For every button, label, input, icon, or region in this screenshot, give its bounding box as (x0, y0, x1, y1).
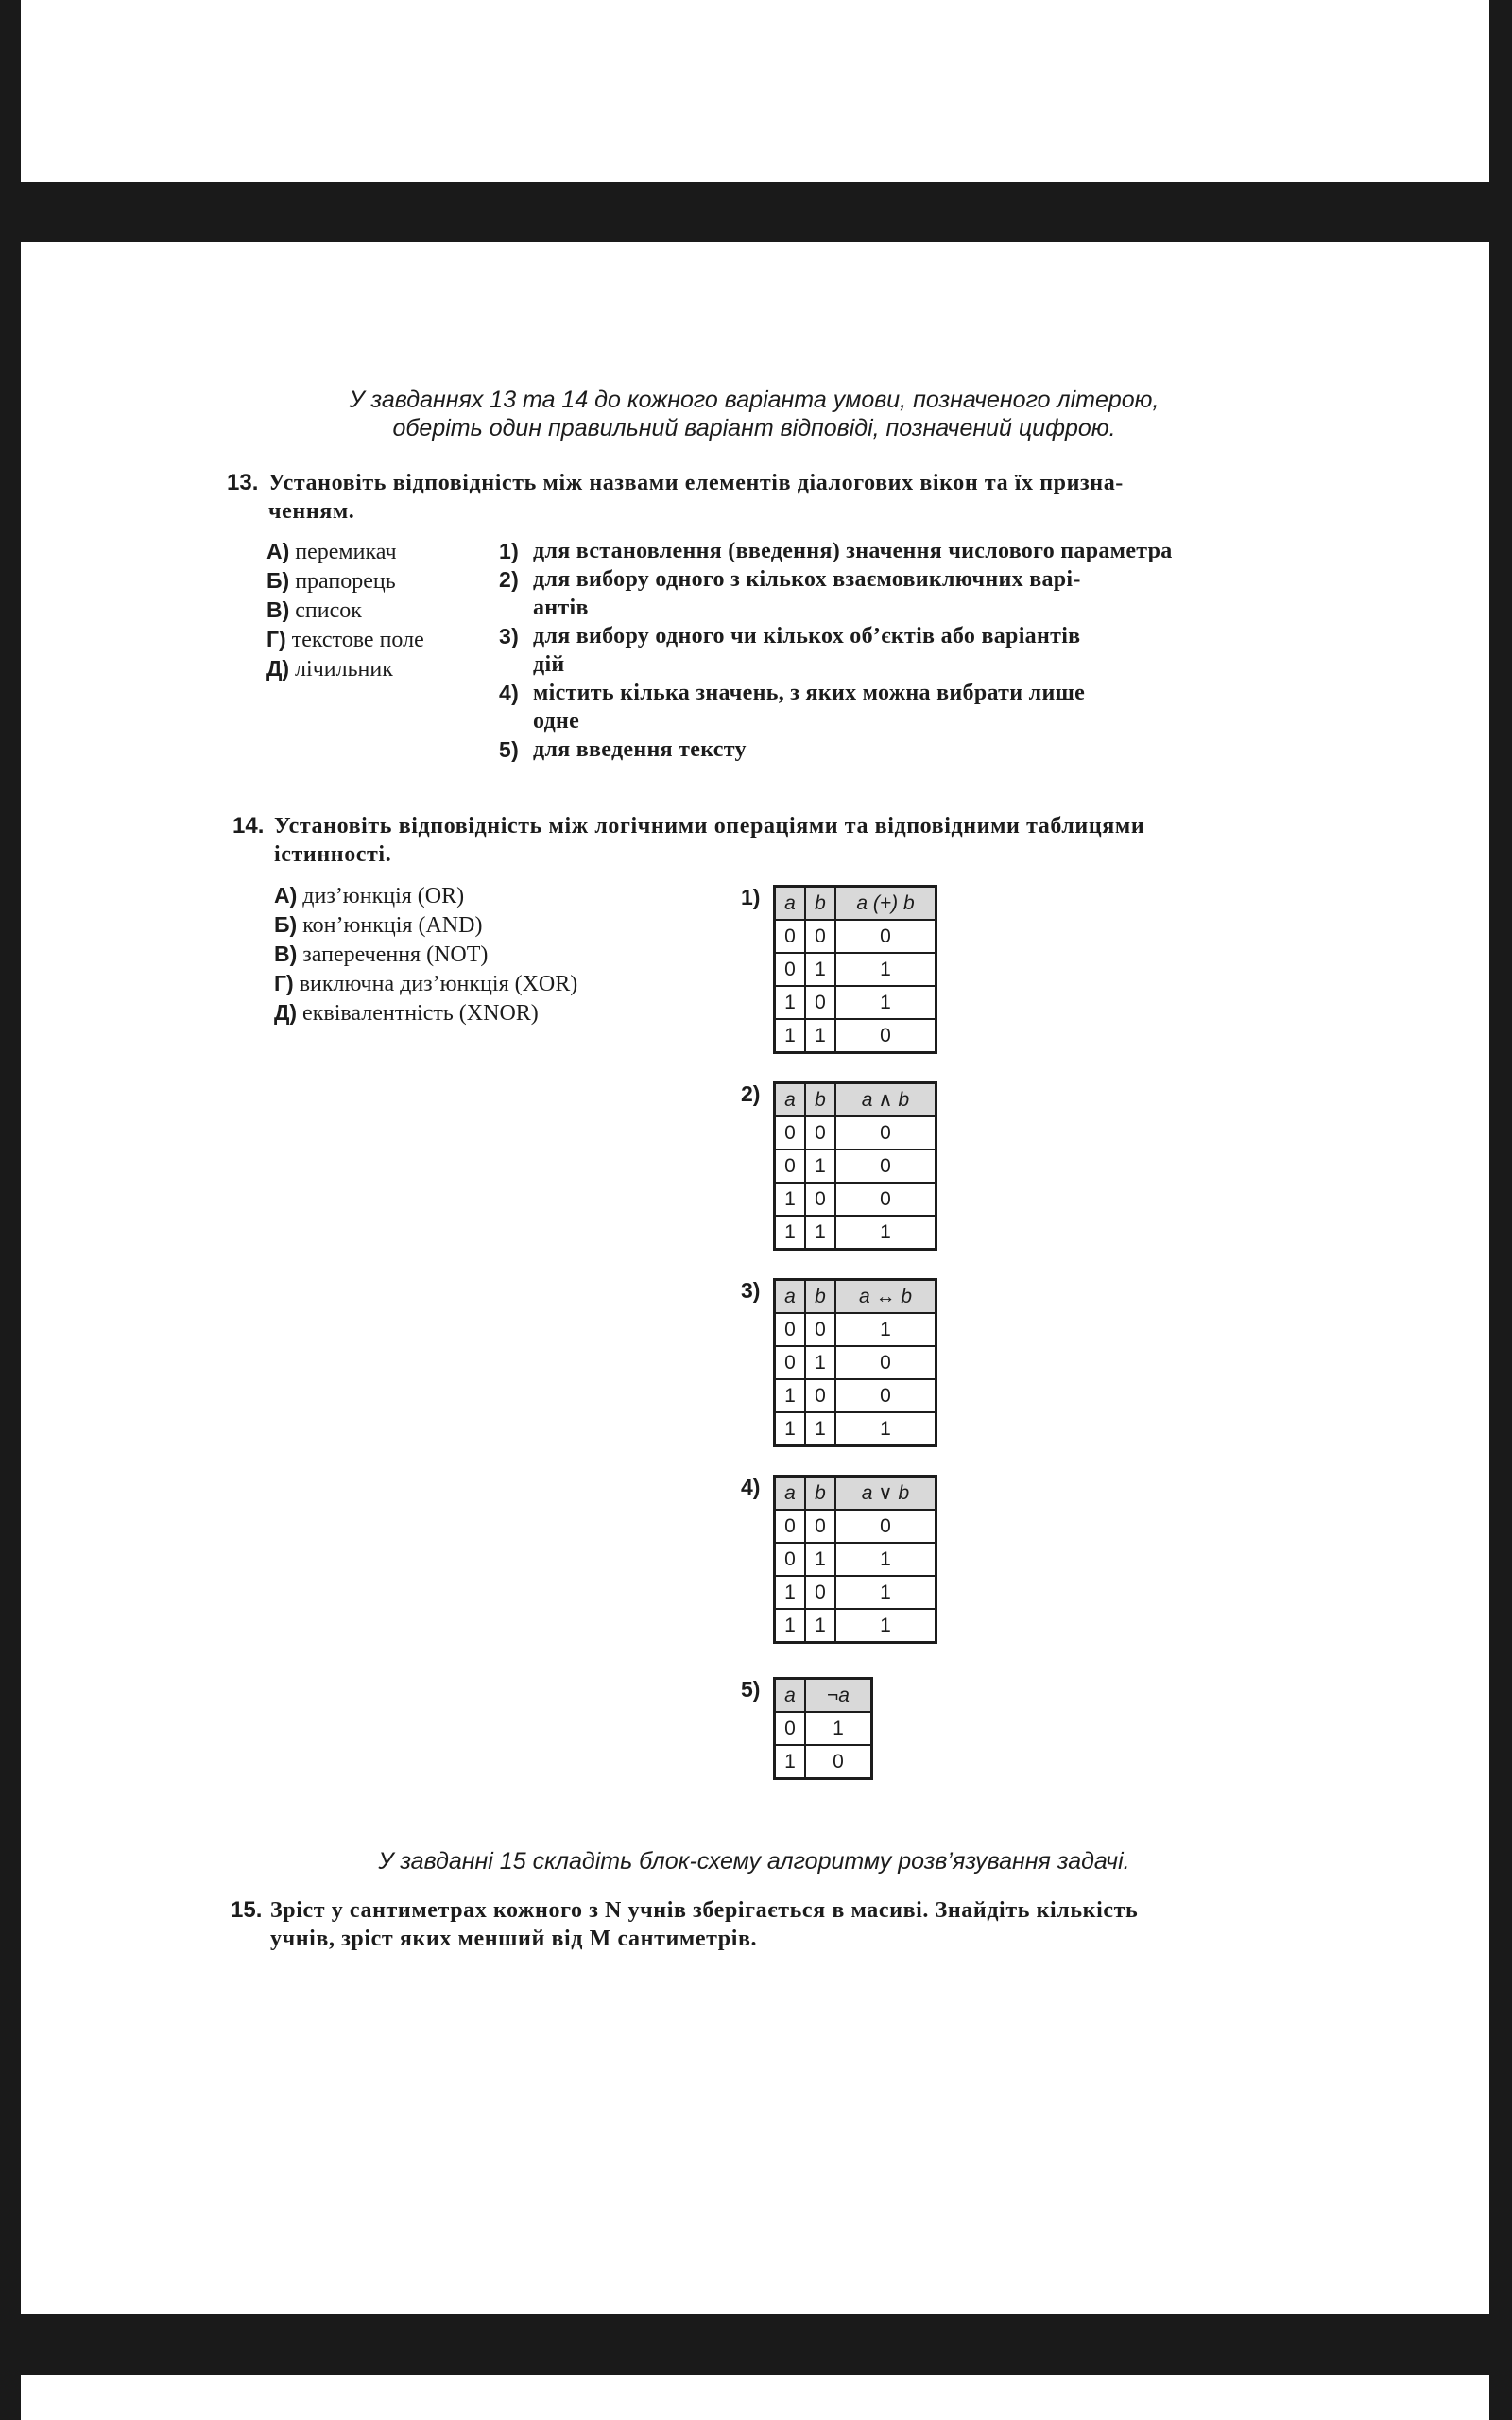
option-a: А) диз’юнкція (OR) (274, 883, 465, 908)
question-line: Зріст у сантиметрах кожного з N учнів зберігається в масиві. Знайдіть кількість (270, 1898, 1139, 1923)
instruction-line: У завданнях 13 та 14 до кожного варіанта умови, позначеного літерою, (349, 387, 1160, 413)
table-row: 1 0 (775, 1745, 872, 1779)
question-line: Установіть відповідність між логічними операціями та відповідними таблицями (274, 814, 1145, 838)
table-row: 0 0 0 (775, 920, 936, 953)
question-15-number: 15. (231, 1897, 263, 1923)
option-b: Б) прапорець (266, 568, 396, 594)
option-g: Г) текстове поле (266, 627, 424, 652)
table-row: 1 0 1 (775, 1576, 936, 1609)
option-d: Д) лічильник (266, 656, 393, 682)
question-13-text (268, 469, 1327, 526)
truth-table-5-number: 5) (741, 1677, 761, 1702)
question-line: ченням. (268, 499, 355, 524)
table-row: 0 0 0 (775, 1116, 936, 1150)
truth-table-2-number: 2) (741, 1081, 761, 1106)
table-row: 0 1 (775, 1712, 872, 1745)
instruction-13-14 (187, 386, 1321, 442)
truth-table-1: a b a (+) b 0 0 0 0 1 1 1 0 1 1 1 0 (773, 885, 937, 1054)
page-top-strip (21, 0, 1489, 182)
document-page (21, 242, 1489, 2314)
question-15-text (270, 1896, 1338, 1953)
answer-2: 2) для вибору одного з кількох взаємовиключних варі- антів (499, 567, 1081, 620)
table-row: 1 1 1 (775, 1216, 936, 1250)
question-13-number: 13. (227, 470, 259, 495)
truth-table-3-number: 3) (741, 1278, 761, 1303)
question-line: істинності. (274, 842, 392, 867)
answer-5: 5) для введення тексту (499, 737, 747, 762)
table-row: 0 1 0 (775, 1150, 936, 1183)
truth-table-5: a ¬a 0 1 1 0 (773, 1677, 873, 1780)
truth-table-2: a b a ∧ b 0 0 0 0 1 0 1 0 0 1 1 1 (773, 1081, 937, 1251)
table-row: 1 0 0 (775, 1379, 936, 1412)
table-row: 0 1 0 (775, 1346, 936, 1379)
question-13-options (266, 537, 493, 683)
question-line: учнів, зріст яких менший від M сантиметрів. (270, 1927, 758, 1951)
instruction-line: оберіть один правильний варіант відповіді, позначений цифрою. (392, 415, 1116, 441)
answer-4: 4) містить кілька значень, з яких можна вибрати лише одне (499, 681, 1086, 734)
table-row: 1 1 0 (775, 1019, 936, 1053)
table-row: 0 0 1 (775, 1313, 936, 1346)
truth-table-1-number: 1) (741, 885, 761, 909)
question-14-text (274, 812, 1332, 869)
option-b: Б) кон’юнкція (AND) (274, 912, 483, 938)
table-row: 1 0 0 (775, 1183, 936, 1216)
table-row: 0 1 1 (775, 1543, 936, 1576)
question-line: Установіть відповідність між назвами елементів діалогових вікон та їх призна- (268, 471, 1124, 495)
truth-table-4: a b a ∨ b 0 0 0 0 1 1 1 0 1 1 1 1 (773, 1475, 937, 1644)
truth-table-4-number: 4) (741, 1475, 761, 1499)
option-a: А) перемикач (266, 539, 397, 564)
option-v: В) список (266, 597, 362, 623)
table-row: 0 0 0 (775, 1510, 936, 1543)
table-row: 0 1 1 (775, 953, 936, 986)
table-row: 1 1 1 (775, 1412, 936, 1446)
page-bottom-strip (21, 2375, 1489, 2420)
answer-1: 1) для встановлення (введення) значення числового параметра (499, 539, 1173, 563)
option-v: В) заперечення (NOT) (274, 942, 489, 967)
answer-3: 3) для вибору одного чи кількох об’єктів або варіантів дій (499, 624, 1081, 677)
question-14-number: 14. (232, 813, 265, 838)
option-d: Д) еквівалентність (XNOR) (274, 1000, 539, 1026)
table-row: 1 0 1 (775, 986, 936, 1019)
truth-table-3: a b a ↔ b 0 0 1 0 1 0 1 0 0 1 1 1 (773, 1278, 937, 1447)
question-14-options (274, 881, 709, 1028)
instruction-15: У завданні 15 складіть блок-схему алгоритму розв’язування задачі. (378, 1848, 1130, 1875)
table-row: 1 1 1 (775, 1609, 936, 1643)
option-g: Г) виключна диз’юнкція (XOR) (274, 971, 578, 996)
